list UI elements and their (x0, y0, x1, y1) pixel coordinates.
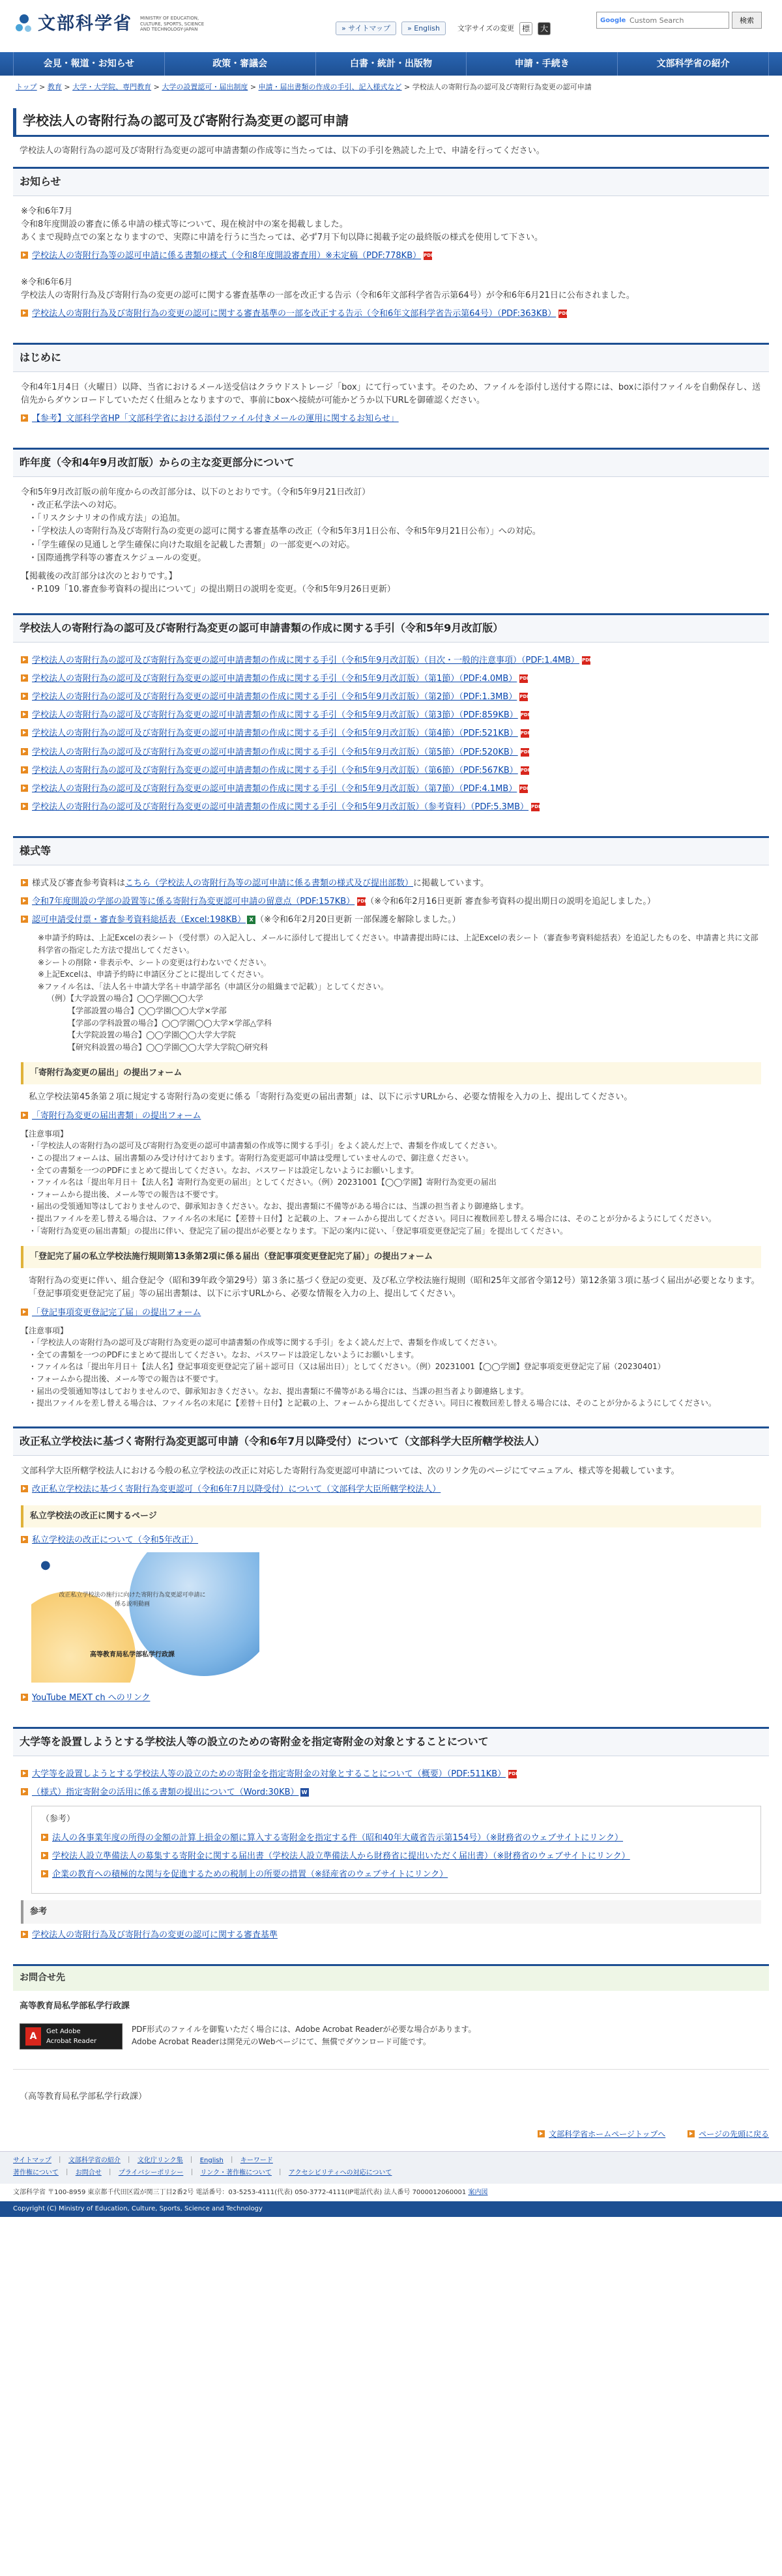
external-link-mof-form[interactable]: 学校法人設立準備法人の募集する寄附金に関する届出書（学校法人設立準備法人から財務省に提出いただく届出書）（※財務省のウェブサイトにリンク） (52, 1851, 630, 1861)
note-text: ※ファイル名は、「法人名＋申請大学名＋申請学部名（申請区分の組織まで記載）」としてください。 (38, 981, 388, 991)
guide-pdf-link[interactable]: 学校法人の寄附行為の認可及び寄附行為変更の認可申請書類の作成に関する手引（令和5年9月改訂版）（第3節）（PDF:859KB） (32, 710, 518, 721)
footer-page-nav (13, 2120, 769, 2151)
donation-section (13, 1727, 769, 1954)
footer-link[interactable]: お問合せ (75, 2169, 102, 2177)
breadcrumb: トップ > 教育 > 大学・大学院、専門教育 > 大学の設置認可・届出制度 > 申請・届出書類の作成の手引、記入様式など > 学校法人の寄附行為の認可及び寄附行為変更の認可申請 (16, 83, 592, 91)
link-item (21, 783, 761, 796)
section-title: 様式等 (13, 838, 769, 865)
footer-link[interactable]: 著作権について (13, 2169, 59, 2177)
nav-item-policy[interactable]: 政策・審議会 (165, 52, 316, 76)
link-item (21, 1692, 761, 1705)
separator: ｜ (63, 2169, 70, 2177)
separator: ｜ (188, 2156, 195, 2164)
nav-item-about[interactable]: 文部科学省の紹介 (618, 52, 769, 76)
subsection-title: 私立学校法の改正に関するページ (21, 1505, 761, 1527)
note-text: ・全ての書類を一つのPDFにまとめて提出してください。なお、パスワードは設定しないようにお願いします。 (29, 1165, 419, 1175)
text: 様式及び審査参考資料は (32, 878, 126, 888)
arrow-icon (21, 766, 28, 774)
arrow-icon (21, 729, 28, 736)
google-brand-label: Google (600, 17, 626, 24)
nav-item-whitepaper[interactable]: 白書・統計・出版物 (316, 52, 467, 76)
arrow-icon (21, 897, 28, 904)
footer-link[interactable]: リンク・著作権について (200, 2169, 272, 2177)
link-item (21, 1768, 761, 1781)
arrow-icon (41, 1834, 48, 1841)
note-text: ・提出ファイルを差し替える場合は、ファイル名の末尾に【差替＋日付】と記載の上、フォームから提出してください。同日に複数回差し替える場合には、そのことが分かるようにしてください。 (29, 1398, 716, 1408)
logo-english-text: MINISTRY OF EDUCATION, CULTURE, SPORTS, SCIENCE AND TECHNOLOGY-JAPAN (140, 16, 205, 33)
link-item (538, 2128, 665, 2141)
search-input[interactable] (596, 12, 729, 29)
forms-excel-link[interactable]: 認可申請受付票・審査参考資料総括表（Excel:198KB） (32, 915, 246, 925)
arrow-icon (21, 748, 28, 755)
link-item (21, 801, 761, 814)
note-text: ※シートの削除・非表示や、シートの変更は行わないでください。 (38, 957, 271, 967)
arrow-icon (21, 879, 28, 886)
adobe-button-line: Get Adobe (46, 2027, 81, 2035)
example-text: 【研究科設置の場合】◯◯学園◯◯大学大学院◯研究科 (68, 1042, 268, 1052)
footer-link[interactable]: サイトマップ (13, 2156, 51, 2164)
link-item (21, 691, 761, 704)
text: に掲載しています。 (413, 878, 489, 888)
subsection-title: 「登記完了届の私立学校法施行規則第13条第2項に係る届出（登記事項変更登記完了届）」の提出フォーム (21, 1246, 761, 1268)
font-size-standard-button[interactable]: 標 (519, 22, 532, 35)
list-item: ・改正私学法への対応。 (29, 500, 123, 511)
registration-form-link[interactable]: 「登記事項変更登記完了届」の提出フォーム (32, 1307, 201, 1318)
criteria-link[interactable]: 学校法人の寄附行為及び寄附行為の変更の認可に関する審査基準 (32, 1930, 278, 1941)
guide-pdf-link[interactable]: 学校法人の寄附行為の認可及び寄附行為変更の認可申請書類の作成に関する手引（令和5年9月改訂版）（参考資料）（PDF:5.3MB） (32, 802, 529, 813)
pdf-icon: PDF (519, 785, 528, 793)
contact-title: お問合せ先 (13, 1964, 769, 1991)
subsection-text: 私立学校法第45条第２項に規定する寄附行為の変更に係る「寄附行為変更の届出書類」は、以下に示すURLから、必要な情報を入力の上、提出してください。 (29, 1092, 633, 1103)
note-text: ・ファイル名は「提出年月日＋【法人名】寄附行為変更の届出」としてください。（例）20231001【◯◯学園】寄附行為変更の届出 (29, 1178, 497, 1187)
page-top-link[interactable]: ページの先頭に戻る (699, 2130, 769, 2139)
link-item (21, 1483, 761, 1496)
example-text: 【学部の学科設置の場合】◯◯学園◯◯大学×学部△学科 (68, 1018, 272, 1028)
pdf-icon: PDF (521, 729, 529, 738)
link-item (21, 412, 761, 426)
site-search (596, 12, 762, 29)
link-item (21, 250, 761, 263)
link-item (21, 1307, 761, 1320)
arrow-icon (688, 2130, 695, 2137)
notice-form-link[interactable]: 学校法人の寄附行為等の認可申請に係る書類の様式（令和8年度開設審査用）※未定稿（PDF:778KB） (32, 251, 422, 261)
guide-pdf-link[interactable]: 学校法人の寄附行為の認可及び寄附行為変更の認可申請書類の作成に関する手引（令和5年9月改訂版）（第6節）（PDF:567KB） (32, 765, 518, 775)
reference-heading: （参考） (41, 1814, 76, 1825)
footer-address (0, 2184, 782, 2202)
main-content (13, 108, 769, 2151)
get-adobe-reader-button[interactable] (20, 2023, 123, 2049)
section-title: 昨年度（令和4年9月改訂版）からの主な変更部分について (13, 450, 769, 477)
arrow-icon (21, 1309, 28, 1316)
changes-intro: 令和5年9月改訂版の前年度からの改訂部分は、以下のとおりです。（令和5年9月21日改訂） (21, 487, 371, 497)
footer-link[interactable]: 文化庁リンク集 (137, 2156, 183, 2164)
global-nav (0, 52, 782, 76)
copyright-bar (0, 2201, 782, 2217)
footer-link[interactable]: アクセシビリティへの対応について (288, 2169, 392, 2177)
note-text: ・「学校法人の寄附行為の認可及び寄附行為変更の認可申請書類の作成等に関する手引」をよく読んだ上で、書類を作成してください。 (29, 1338, 502, 1348)
changes-section (13, 448, 769, 603)
thumbnail-department: 高等教育局私学部私学行政課 (90, 1651, 175, 1659)
acrobat-icon: A (25, 2027, 41, 2046)
link-item (21, 895, 761, 908)
forms-page-link[interactable]: こちら（学校法人の寄附行為等の認可申請に係る書類の様式及び提出部数） (125, 878, 414, 888)
pdf-icon: PDF (582, 656, 590, 665)
list-item: ・「学生確保の見通しと学生確保に向けた取組を記載した書類」の一部変更への対応。 (29, 540, 355, 550)
changes-after-heading: 【掲載後の改訂部分は次のとおりです。】 (21, 571, 177, 581)
link-item (41, 1850, 751, 1863)
notice-text: 学校法人の寄附行為及び寄附行為の変更の認可に関する審査基準の一部を改正する告示（令和6年文部科学省告示第64号）が令和6年6月21日に公布されました。 (21, 290, 635, 300)
font-size-large-button[interactable]: 大 (538, 22, 551, 35)
adobe-button-line: Acrobat Reader (46, 2038, 97, 2046)
guide-section (13, 613, 769, 826)
separator: ｜ (56, 2156, 63, 2164)
note-text: ※上記Excelは、申請予約時に申請区分ごとに提出してください。 (38, 970, 268, 979)
notice-text: あくまで現時点での案となりますので、実際に申請を行うに当たっては、必ず7月下旬以降に掲載予定の最終版の様式を使用して下さい。 (21, 233, 543, 243)
subsection-text: 「登記事項変更登記完了届」等の届出書類は、以下に示すURLから、必要な情報を入力の上、提出してください。 (29, 1289, 461, 1299)
footer-link[interactable]: キーワード (240, 2156, 273, 2164)
arrow-icon (21, 916, 28, 923)
copyright-text: Copyright (C) Ministry of Education, Culture, Sports, Science and Technology (13, 2205, 263, 2213)
pdf-icon: PDF (519, 693, 528, 701)
pdf-icon: PDF (357, 897, 366, 906)
department-footnote: （高等教育局私学部私学行政課） (20, 2092, 147, 2102)
notes-heading: 【注意事項】 (21, 1129, 68, 1138)
contact-section (13, 1964, 769, 2049)
map-link[interactable]: 案内図 (468, 2188, 488, 2196)
arrow-icon (538, 2130, 545, 2137)
section-title: 改正私立学校法に基づく寄附行為変更認可申請（令和6年7月以降受付）について（文部科学大臣所轄学校法人） (13, 1428, 769, 1456)
address-text: 文部科学省 〒100-8959 東京都千代田区霞が関三丁目2番2号 電話番号：03-5253-4111(代表) 050-3772-4111(IP電話代表) 法人番号 7000012060001 (13, 2188, 467, 2196)
arrow-icon (21, 1770, 28, 1777)
notice-date: ※令和6年6月 (21, 277, 73, 287)
note-text: ・「学校法人の寄附行為の認可及び寄附行為変更の認可申請書類の作成等に関する手引」をよく読んだ上で、書類を作成してください。 (29, 1141, 502, 1151)
reform-section (13, 1426, 769, 1717)
arrow-icon (21, 1112, 28, 1119)
arrow-icon (21, 711, 28, 718)
section-title: 学校法人の寄附行為の認可及び寄附行為変更の認可申請書類の作成に関する手引（令和5年9月改訂版） (13, 615, 769, 643)
note-text: ※申請予約時は、上記Excelの表シート（受付票）の入記入し、メールに添付して提出してください。申請書提出時には、上記Excelの表シート（審査参考資料総括表）を追記したものを、申請書と共に文部科学省の指定した方法で提出してください。 (38, 933, 759, 955)
link-item (21, 308, 761, 321)
note-text: ・届出の受領通知等はしておりませんので、御承知おきください。なお、提出書類に不備等がある場合には、当課の担当者より御連絡します。 (29, 1386, 529, 1396)
note-text: ・「寄附行為変更の届出書類」の提出に伴い、登記完了届の提出が必要となります。下記の案内に従い、「登記事項変更登記完了届」を提出してください。 (29, 1226, 568, 1236)
link-item (21, 746, 761, 759)
home-link[interactable]: 文部科学省ホームページトップへ (549, 2130, 666, 2139)
link-item (21, 914, 761, 927)
arrow-icon (21, 310, 28, 317)
arrow-icon (21, 252, 28, 259)
link-item (21, 673, 761, 686)
arrow-icon (21, 1536, 28, 1543)
external-link-meti[interactable]: 企業の教育への積極的な関与を促進するための税制上の所要の措置（※経産省のウェブサイトにリンク） (52, 1869, 448, 1879)
arrow-icon (21, 1485, 28, 1492)
nav-item-press[interactable]: 会見・報道・お知らせ (13, 52, 165, 76)
arrow-icon (21, 674, 28, 682)
note-text: ・この提出フォームは、届出書類のみ受け付けております。寄附行為変更認可申請は受理していませんので、御注意ください。 (29, 1153, 474, 1163)
adobe-text: PDF形式のファイルを御覧いただく場合には、Adobe Acrobat Readerが必要な場合があります。 (132, 2025, 476, 2034)
link-item (21, 1929, 761, 1942)
notes-heading: 【注意事項】 (21, 1325, 68, 1335)
link-item (21, 1534, 761, 1547)
video-thumbnail[interactable] (31, 1552, 259, 1683)
breadcrumb-link[interactable]: トップ (16, 83, 37, 91)
pdf-icon: PDF (521, 766, 529, 775)
site-logo[interactable] (16, 10, 213, 38)
logo-mark-icon (16, 14, 33, 34)
link-item (41, 1832, 751, 1845)
guide-pdf-link[interactable]: 学校法人の寄附行為の認可及び寄附行為変更の認可申請書類の作成に関する手引（令和5年9月改訂版）（第4節）（PDF:521KB） (32, 729, 518, 739)
link-item (21, 727, 761, 740)
arrow-icon (21, 1931, 28, 1938)
link-item (21, 709, 761, 722)
arrow-icon (21, 1694, 28, 1701)
note-text: ・フォームから提出後、メール等での報告は不要です。 (29, 1374, 224, 1384)
adobe-reader-box (20, 2023, 769, 2049)
separator: ｜ (106, 2169, 113, 2177)
pdf-icon: PDF (521, 711, 529, 719)
arrow-icon (41, 1870, 48, 1877)
footer-links (0, 2151, 782, 2184)
notice-section (13, 167, 769, 332)
guide-pdf-link[interactable]: 学校法人の寄附行為の認可及び寄附行為変更の認可申請書類の作成に関する手引（令和5年9月改訂版）（第5節）（PDF:520KB） (32, 747, 518, 757)
contact-department: 高等教育局私学部私学行政課 (20, 2001, 130, 2011)
footer-link[interactable]: 文部科学省の紹介 (68, 2156, 121, 2164)
example-text: （例）【大学設置の場合】◯◯学園◯◯大学 (47, 994, 203, 1004)
guide-pdf-link[interactable]: 学校法人の寄附行為の認可及び寄附行為変更の認可申請書類の作成に関する手引（令和5年9月改訂版）（第7節）（PDF:4.1MB） (32, 783, 517, 794)
guide-pdf-link[interactable]: 学校法人の寄附行為の認可及び寄附行為変更の認可申請書類の作成に関する手引（令和5年9月改訂版）（第2節）（PDF:1.3MB） (32, 692, 517, 702)
subsection-text: 寄附行為の変更に伴い、組合登記令（昭和39年政令第29号）第３条に基づく登記の変更、及び私立学校法施行規則（昭和25年文部省令第12号）第12条第３項に基づく届出が必要となります。 (29, 1276, 760, 1286)
link-item (21, 1110, 761, 1123)
link-item (41, 1868, 751, 1881)
reference-title: 参考 (21, 1900, 761, 1924)
arrow-icon (21, 1788, 28, 1795)
sitemap-link[interactable]: » サイトマップ (336, 22, 396, 35)
page-title: 学校法人の寄附行為の認可及び寄附行為変更の認可申請 (13, 108, 769, 137)
intro-text: 令和4年1月4日（火曜日）以降、当省におけるメール送受信はクラウドストレージ「box」にて行っています。そのため、ファイルを添付し送付する際には、boxに添付ファイルを自動保存し、送信先からダウンロードしていただく仕組みとなりますので、事前にboxへ接続が可能かどうか以下URLを御確認ください。 (21, 382, 761, 405)
pdf-icon: PDF (531, 803, 540, 811)
notice-date: ※令和6年7月 (21, 206, 73, 216)
arrow-icon (21, 693, 28, 700)
example-text: 【学部設置の場合】◯◯学園◯◯大学×学部 (68, 1006, 227, 1015)
breadcrumb-link[interactable]: 申請・届出書類の作成の手引、記入様式など (258, 83, 402, 91)
pdf-icon: PDF (519, 674, 528, 683)
text: （※令和6年2月20日更新 一部保護を解除しました。） (255, 915, 461, 925)
font-size-label: 文字サイズの変更 (457, 24, 515, 33)
breadcrumb-link[interactable]: 大学の設置認可・届出制度 (162, 83, 248, 91)
note-text: ・提出ファイルを差し替える場合は、ファイル名の末尾に【差替＋日付】と記載の上、フォームから提出してください。同日に複数回差し替える場合には、そのことが分かるようにしてください。 (29, 1213, 716, 1223)
footer-link[interactable]: プライバシーポリシー (118, 2169, 184, 2177)
list-item: ・「学校法人の寄附行為及び寄附行為の変更の認可に関する審査基準の改正（令和5年3月1日公布、令和5年9月21日公布）」への対応。 (29, 527, 541, 537)
link-item (21, 764, 761, 777)
reform-page-link[interactable]: 私立学校法の改正について（令和5年改正） (32, 1535, 199, 1546)
list-item: ・国際通携学科等の審査スケジュールの変更。 (29, 553, 207, 563)
notice-text: 令和8年度開設の審査に係る申請の様式等について、現在検討中の案を掲載しました。 (21, 220, 348, 230)
forms-section (13, 836, 769, 1416)
breadcrumb-link[interactable]: 大学・大学院、専門教育 (72, 83, 152, 91)
site-header (13, 0, 769, 52)
change-notice-form-link[interactable]: 「寄附行為変更の届出書類」の提出フォーム (32, 1110, 201, 1121)
donation-form-link[interactable]: （様式）指定寄附金の活用に係る書類の提出について（Word:30KB） (32, 1787, 299, 1798)
list-item: ・「リスクシナリオの作成方法」の追加。 (29, 514, 186, 524)
separator: ｜ (188, 2169, 195, 2177)
note-text: ・届出の受領通知等はしておりませんので、御承知おきください。なお、提出書類に不備等がある場合には、当課の担当者より御連絡します。 (29, 1202, 529, 1211)
note-text: ・全ての書類を一つのPDFにまとめて提出してください。なお、パスワードは設定しないようにお願いします。 (29, 1350, 419, 1359)
page-lead: 学校法人の寄附行為の認可及び寄附行為変更の認可申請書類の作成等に当たっては、以下の手引を熟読した上で、申請を行ってください。 (20, 146, 545, 156)
note-text: ・ファイル名は「提出年月日＋【法人名】登記事項変更登記完了届＋認可日（又は届出日）」としてください。（例）20231001【◯◯学園】登記事項変更登記完了届（20230401） (29, 1362, 665, 1372)
link-item (21, 1786, 761, 1799)
link-item (688, 2128, 769, 2141)
nav-item-application[interactable]: 申請・手続き (467, 52, 618, 76)
section-title: はじめに (13, 345, 769, 372)
separator: ｜ (228, 2156, 235, 2164)
link-item (21, 654, 761, 667)
pdf-icon: PDF (558, 310, 567, 318)
list-item: ・P.109「10.審査参考資料の提出について」の提出期日の説明を変更。（令和5年9月26日更新） (29, 584, 396, 594)
footer-link[interactable]: English (199, 2156, 224, 2164)
reform-manual-link[interactable]: 改正私立学校法に基づく寄附行為変更認可（令和6年7月以降受付）について（文部科学大臣所轄学校法人） (32, 1484, 441, 1494)
logo-text: 文部科学省 (38, 14, 132, 34)
thumbnail-title: 改正私立学校法の施行に向けた寄附行為変更認可申請に係る説明動画 (59, 1592, 206, 1608)
example-text: 【大学院設置の場合】◯◯学園◯◯大学大学院 (68, 1030, 236, 1040)
guide-pdf-link[interactable]: 学校法人の寄附行為の認可及び寄附行為変更の認可申請書類の作成に関する手引（令和5年9月改訂版）（第1節）（PDF:4.0MB） (32, 674, 517, 684)
separator: ｜ (276, 2169, 283, 2177)
arrow-icon (21, 656, 28, 663)
adobe-text: Adobe Acrobat Readerは開発元のWebページにて、無償でダウンロード可能です。 (132, 2036, 431, 2046)
arrow-icon (21, 785, 28, 792)
intro-section (13, 343, 769, 437)
mext-mark-icon: ● (40, 1558, 51, 1572)
guide-pdf-link[interactable]: 学校法人の寄附行為の認可及び寄附行為変更の認可申請書類の作成に関する手引（令和5年9月改訂版）（目次・一般的注意事項）（PDF:1.4MB） (32, 655, 580, 665)
link-item (21, 877, 761, 890)
arrow-icon (41, 1852, 48, 1859)
section-title: 大学等を設置しようとする学校法人等の設立のための寄附金を指定寄附金の対象とすることについて (13, 1729, 769, 1756)
arrow-icon (21, 414, 28, 422)
search-button[interactable]: 検索 (732, 12, 762, 29)
pdf-icon: PDF (521, 748, 529, 757)
forms-notes-link[interactable]: 令和7年度開設の学部の設置等に係る寄附行為変更認可申請の留意点（PDF:157KB） (32, 897, 355, 907)
pdf-icon: PDF (424, 252, 432, 260)
excel-icon: X (247, 916, 255, 924)
reform-text: 文部科学大臣所轄学校法人における今般の私立学校法の改正に対応した寄附行為変更認可申請については、次のリンク先のページにてマニュアル、様式等を掲載しています。 (21, 1466, 680, 1476)
breadcrumb-link[interactable]: 教育 (47, 83, 62, 91)
pdf-icon: PDF (508, 1770, 517, 1778)
subsection-title: 「寄附行為変更の届出」の提出フォーム (21, 1062, 761, 1084)
word-icon: W (300, 1788, 309, 1797)
header-utility-links (336, 22, 551, 35)
notice-criteria-link[interactable]: 学校法人の寄附行為及び寄附行為の変更の認可に関する審査基準の一部を改正する告示（令和6年文部科学省告示第64号）（PDF:363KB） (32, 308, 557, 319)
reference-box (31, 1806, 761, 1894)
donation-overview-link[interactable]: 大学等を設置しようとする学校法人等の設立のための寄附金を指定寄附金の対象とすることについて（概要）（PDF:511KB） (32, 1769, 506, 1780)
english-link[interactable]: » English (401, 22, 446, 35)
note-text: ・フォームから提出後、メール等での報告は不要です。 (29, 1189, 224, 1199)
external-link-mof[interactable]: 法人の各事業年度の所得の金額の計算上損金の額に算入する寄附金を指定する件（昭和40年大蔵省告示第154号）（※財務省のウェブサイトにリンク） (52, 1832, 624, 1843)
text: （※令和6年2月16日更新 審査参考資料の提出期日の説明を追記しました。） (366, 897, 656, 907)
section-title: お知らせ (13, 169, 769, 196)
intro-reference-link[interactable]: 【参考】文部科学省HP「文部科学省における添付ファイル付きメールの運用に関するお知らせ」 (32, 414, 399, 424)
youtube-link[interactable]: YouTube MEXT ch へのリンク (32, 1693, 151, 1703)
breadcrumb-current: 学校法人の寄附行為の認可及び寄附行為変更の認可申請 (412, 83, 592, 91)
arrow-icon (21, 803, 28, 810)
separator: ｜ (125, 2156, 132, 2164)
